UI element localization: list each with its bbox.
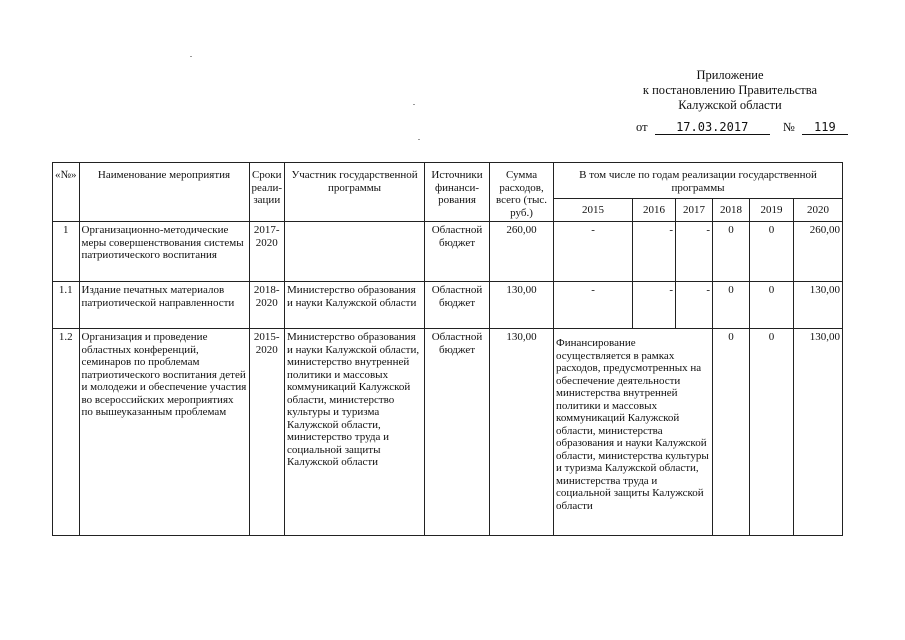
row-total: 260,00: [490, 222, 554, 282]
row-term: 2015-2020: [249, 329, 285, 536]
table-row: [53, 329, 843, 536]
row-term: 2018-2020: [249, 282, 285, 329]
col-header-num: «№»: [53, 163, 80, 222]
table-header-row: [53, 163, 843, 199]
table-row: [53, 222, 843, 282]
row-total: 130,00: [490, 282, 554, 329]
appendix-subtitle: к постановлению Правительства: [642, 83, 818, 97]
scan-speck: [413, 104, 415, 105]
row-year-2020: 130,00: [794, 282, 843, 329]
col-header-by-years: В том числе по годам реализации государственной программы: [554, 163, 843, 199]
resolution-date: 17.03.2017: [655, 121, 770, 135]
row-year-2018: 0: [713, 282, 750, 329]
row-num: 1: [53, 222, 80, 282]
row-year-2019: 0: [750, 282, 794, 329]
row-source: Областной бюджет: [425, 222, 490, 282]
row-source: Областной бюджет: [425, 282, 490, 329]
col-header-year: 2015: [554, 199, 633, 222]
resolution-date-line: [636, 120, 848, 135]
col-header-participant: Участник государственной программы: [285, 163, 425, 222]
col-header-year: 2016: [633, 199, 676, 222]
row-year-2018: 0: [713, 329, 750, 536]
table-row: [53, 282, 843, 329]
col-header-total: Сумма расходов, всего (тыс. руб.): [490, 163, 554, 222]
row-year-2019: 0: [750, 222, 794, 282]
row-year-2017: -: [676, 222, 713, 282]
row-source: Областной бюджет: [425, 329, 490, 536]
row-participant: Министерство образования и науки Калужской области, министерство внутренней политики и массовых коммуникаций Калужской области, министерство культуры и туризма Калужской области, министерство труда и социальной защиты Калужской области: [285, 329, 425, 536]
scan-speck: [418, 139, 420, 140]
row-year-2017: -: [676, 282, 713, 329]
number-prefix: №: [782, 120, 795, 134]
row-year-2015: -: [554, 282, 633, 329]
row-name: Организационно-методические меры совершенствования системы патриотического воспитания: [79, 222, 249, 282]
scan-speck: [190, 56, 192, 57]
resolution-number: 119: [802, 121, 848, 135]
row-num: 1.2: [53, 329, 80, 536]
row-year-2015: -: [554, 222, 633, 282]
row-year-2020: 260,00: [794, 222, 843, 282]
date-prefix: от: [636, 120, 648, 134]
row-name: Организация и проведение областных конференций, семинаров по проблемам патриотического воспитания детей и молодежи и обеспечение участия во всероссийских мероприятиях по вышеуказанным проблемам: [79, 329, 249, 536]
appendix-title: Приложение: [696, 68, 764, 82]
row-participant: Министерство образования и науки Калужской области: [285, 282, 425, 329]
row-year-2019: 0: [750, 329, 794, 536]
program-activities-table: [52, 162, 843, 536]
row-year-2016: -: [633, 222, 676, 282]
col-header-year: 2020: [794, 199, 843, 222]
row-term: 2017-2020: [249, 222, 285, 282]
row-year-2016: -: [633, 282, 676, 329]
appendix-header: [600, 68, 860, 113]
row-total: 130,00: [490, 329, 554, 536]
col-header-year: 2018: [713, 199, 750, 222]
col-header-name: Наименование мероприятия: [79, 163, 249, 222]
row-participant: [285, 222, 425, 282]
row-year-2018: 0: [713, 222, 750, 282]
row-num: 1.1: [53, 282, 80, 329]
col-header-term: Сроки реали-зации: [249, 163, 285, 222]
col-header-source: Источники финанси-рования: [425, 163, 490, 222]
row-year-2020: 130,00: [794, 329, 843, 536]
row-financing-note: Финансирование осуществляется в рамках расходов, предусмотренных на обеспечение деятельности министерства внутренней политики и массовых коммуникаций Калужской области, министерства образования и науки Калужской области, министерства культуры и туризма Калужской области, министерства труда и социальной защиты Калужской области: [554, 329, 713, 536]
col-header-year: 2017: [676, 199, 713, 222]
appendix-region: Калужской области: [678, 98, 782, 112]
row-name: Издание печатных материалов патриотической направленности: [79, 282, 249, 329]
col-header-year: 2019: [750, 199, 794, 222]
